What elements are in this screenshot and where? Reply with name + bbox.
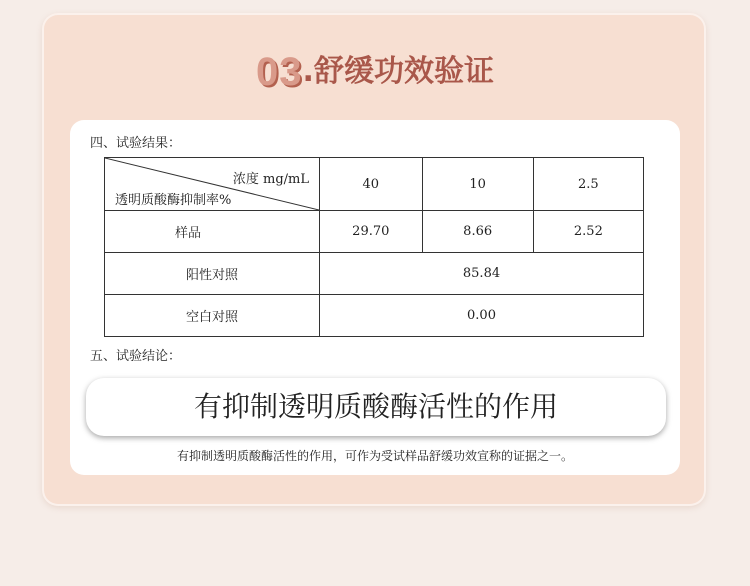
results-heading: 四、试验结果： bbox=[90, 136, 182, 151]
merged-value-cell: 85.84 bbox=[320, 253, 644, 295]
table-header-row bbox=[105, 158, 644, 211]
conclusion-heading: 五、试验结论： bbox=[90, 349, 182, 364]
inhibition-rate-label: 透明质酸酶抑制率% bbox=[115, 193, 232, 208]
table-row bbox=[105, 295, 644, 337]
results-table bbox=[104, 157, 644, 337]
section-heading bbox=[0, 46, 750, 95]
value-cell: 29.70 bbox=[320, 211, 423, 253]
merged-value-cell: 0.00 bbox=[320, 295, 644, 337]
concentration-label: 浓度 mg/mL bbox=[232, 172, 309, 187]
concentration-cell: 10 bbox=[422, 158, 533, 211]
highlight-callout: 有抑制透明质酸酶活性的作用 bbox=[86, 378, 666, 436]
section-number: 03 bbox=[256, 50, 303, 94]
diagonal-header-cell bbox=[105, 158, 320, 211]
section-title: .舒缓功效验证 bbox=[302, 54, 494, 89]
concentration-cell: 2.5 bbox=[533, 158, 643, 211]
value-cell: 2.52 bbox=[533, 211, 643, 253]
row-label: 样品 bbox=[105, 211, 320, 253]
row-label: 空白对照 bbox=[105, 295, 320, 337]
conclusion-text: 有抑制透明质酸酶活性的作用，可作为受试样品舒缓功效宣称的证据之一。 bbox=[176, 449, 573, 463]
row-label: 阳性对照 bbox=[105, 253, 320, 295]
value-cell: 8.66 bbox=[422, 211, 533, 253]
concentration-cell: 40 bbox=[320, 158, 423, 211]
table-row bbox=[105, 253, 644, 295]
table-row bbox=[105, 211, 644, 253]
